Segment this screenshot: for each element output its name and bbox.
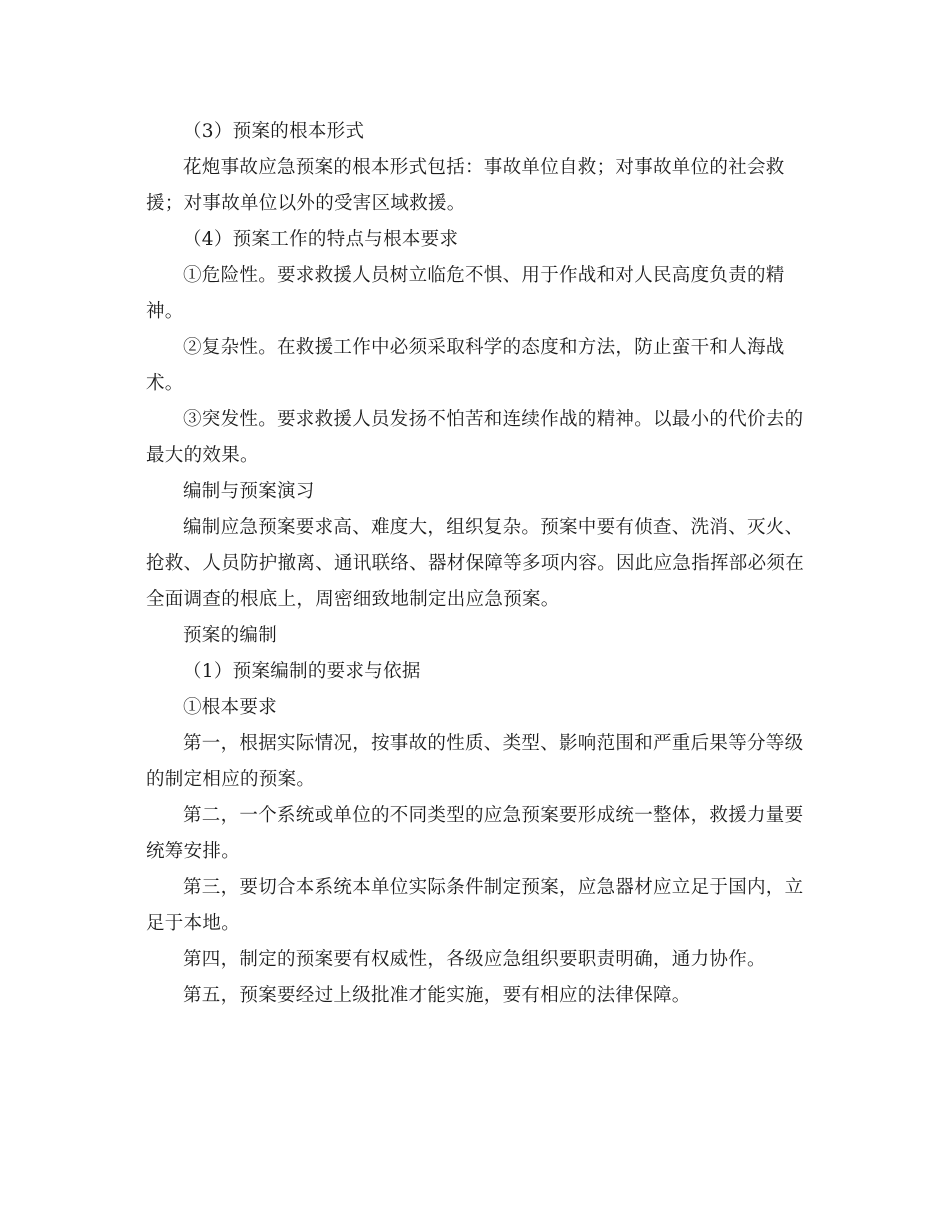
paragraph-danger: ①危险性。要求救援人员树立临危不惧、用于作战和对人民高度负责的精神。 [146,265,785,322]
paragraph-suddenness: ③突发性。要求救援人员发扬不怕苦和连续作战的精神。以最小的代价去的最大的效果。 [146,409,804,466]
paragraph-fifth: 第五，预案要经过上级批准才能实施，要有相应的法律保障。 [183,985,691,1006]
paragraph-complexity: ②复杂性。在救援工作中必须采取科学的态度和方法，防止蛮干和人海战术。 [146,337,785,394]
paragraph-basic-form: 花炮事故应急预案的根本形式包括：事故单位自救；对事故单位的社会救援；对事故单位以外的受害区域救援。 [146,157,785,214]
paragraph-first: 第一，根据实际情况，按事故的性质、类型、影响范围和严重后果等分等级的制定相应的预案。 [146,733,804,790]
section-heading-requirements-basis: （1）预案编制的要求与依据 [183,661,421,682]
section-heading-compile-drill: 编制与预案演习 [183,481,315,502]
section-heading-basic-form: （3）预案的根本形式 [183,121,365,142]
document-body [146,114,806,1014]
section-heading-characteristics: （4）预案工作的特点与根本要求 [183,229,459,250]
paragraph-second: 第二，一个系统或单位的不同类型的应急预案要形成统一整体，救援力量要统筹安排。 [146,805,804,862]
paragraph-fourth: 第四，制定的预案要有权威性，各级应急组织要职责明确，通力协作。 [183,949,766,970]
paragraph-compile-drill: 编制应急预案要求高、难度大，组织复杂。预案中要有侦查、洗消、灭火、抢救、人员防护撤离、通讯联络、器材保障等多项内容。因此应急指挥部必须在全面调查的根底上，周密细致地制定出应急预案。 [146,517,805,610]
section-heading-compilation: 预案的编制 [183,625,278,646]
paragraph-third: 第三，要切合本系统本单位实际条件制定预案，应急器材应立足于国内，立足于本地。 [146,877,804,934]
subheading-basic-requirements: ①根本要求 [183,697,278,718]
